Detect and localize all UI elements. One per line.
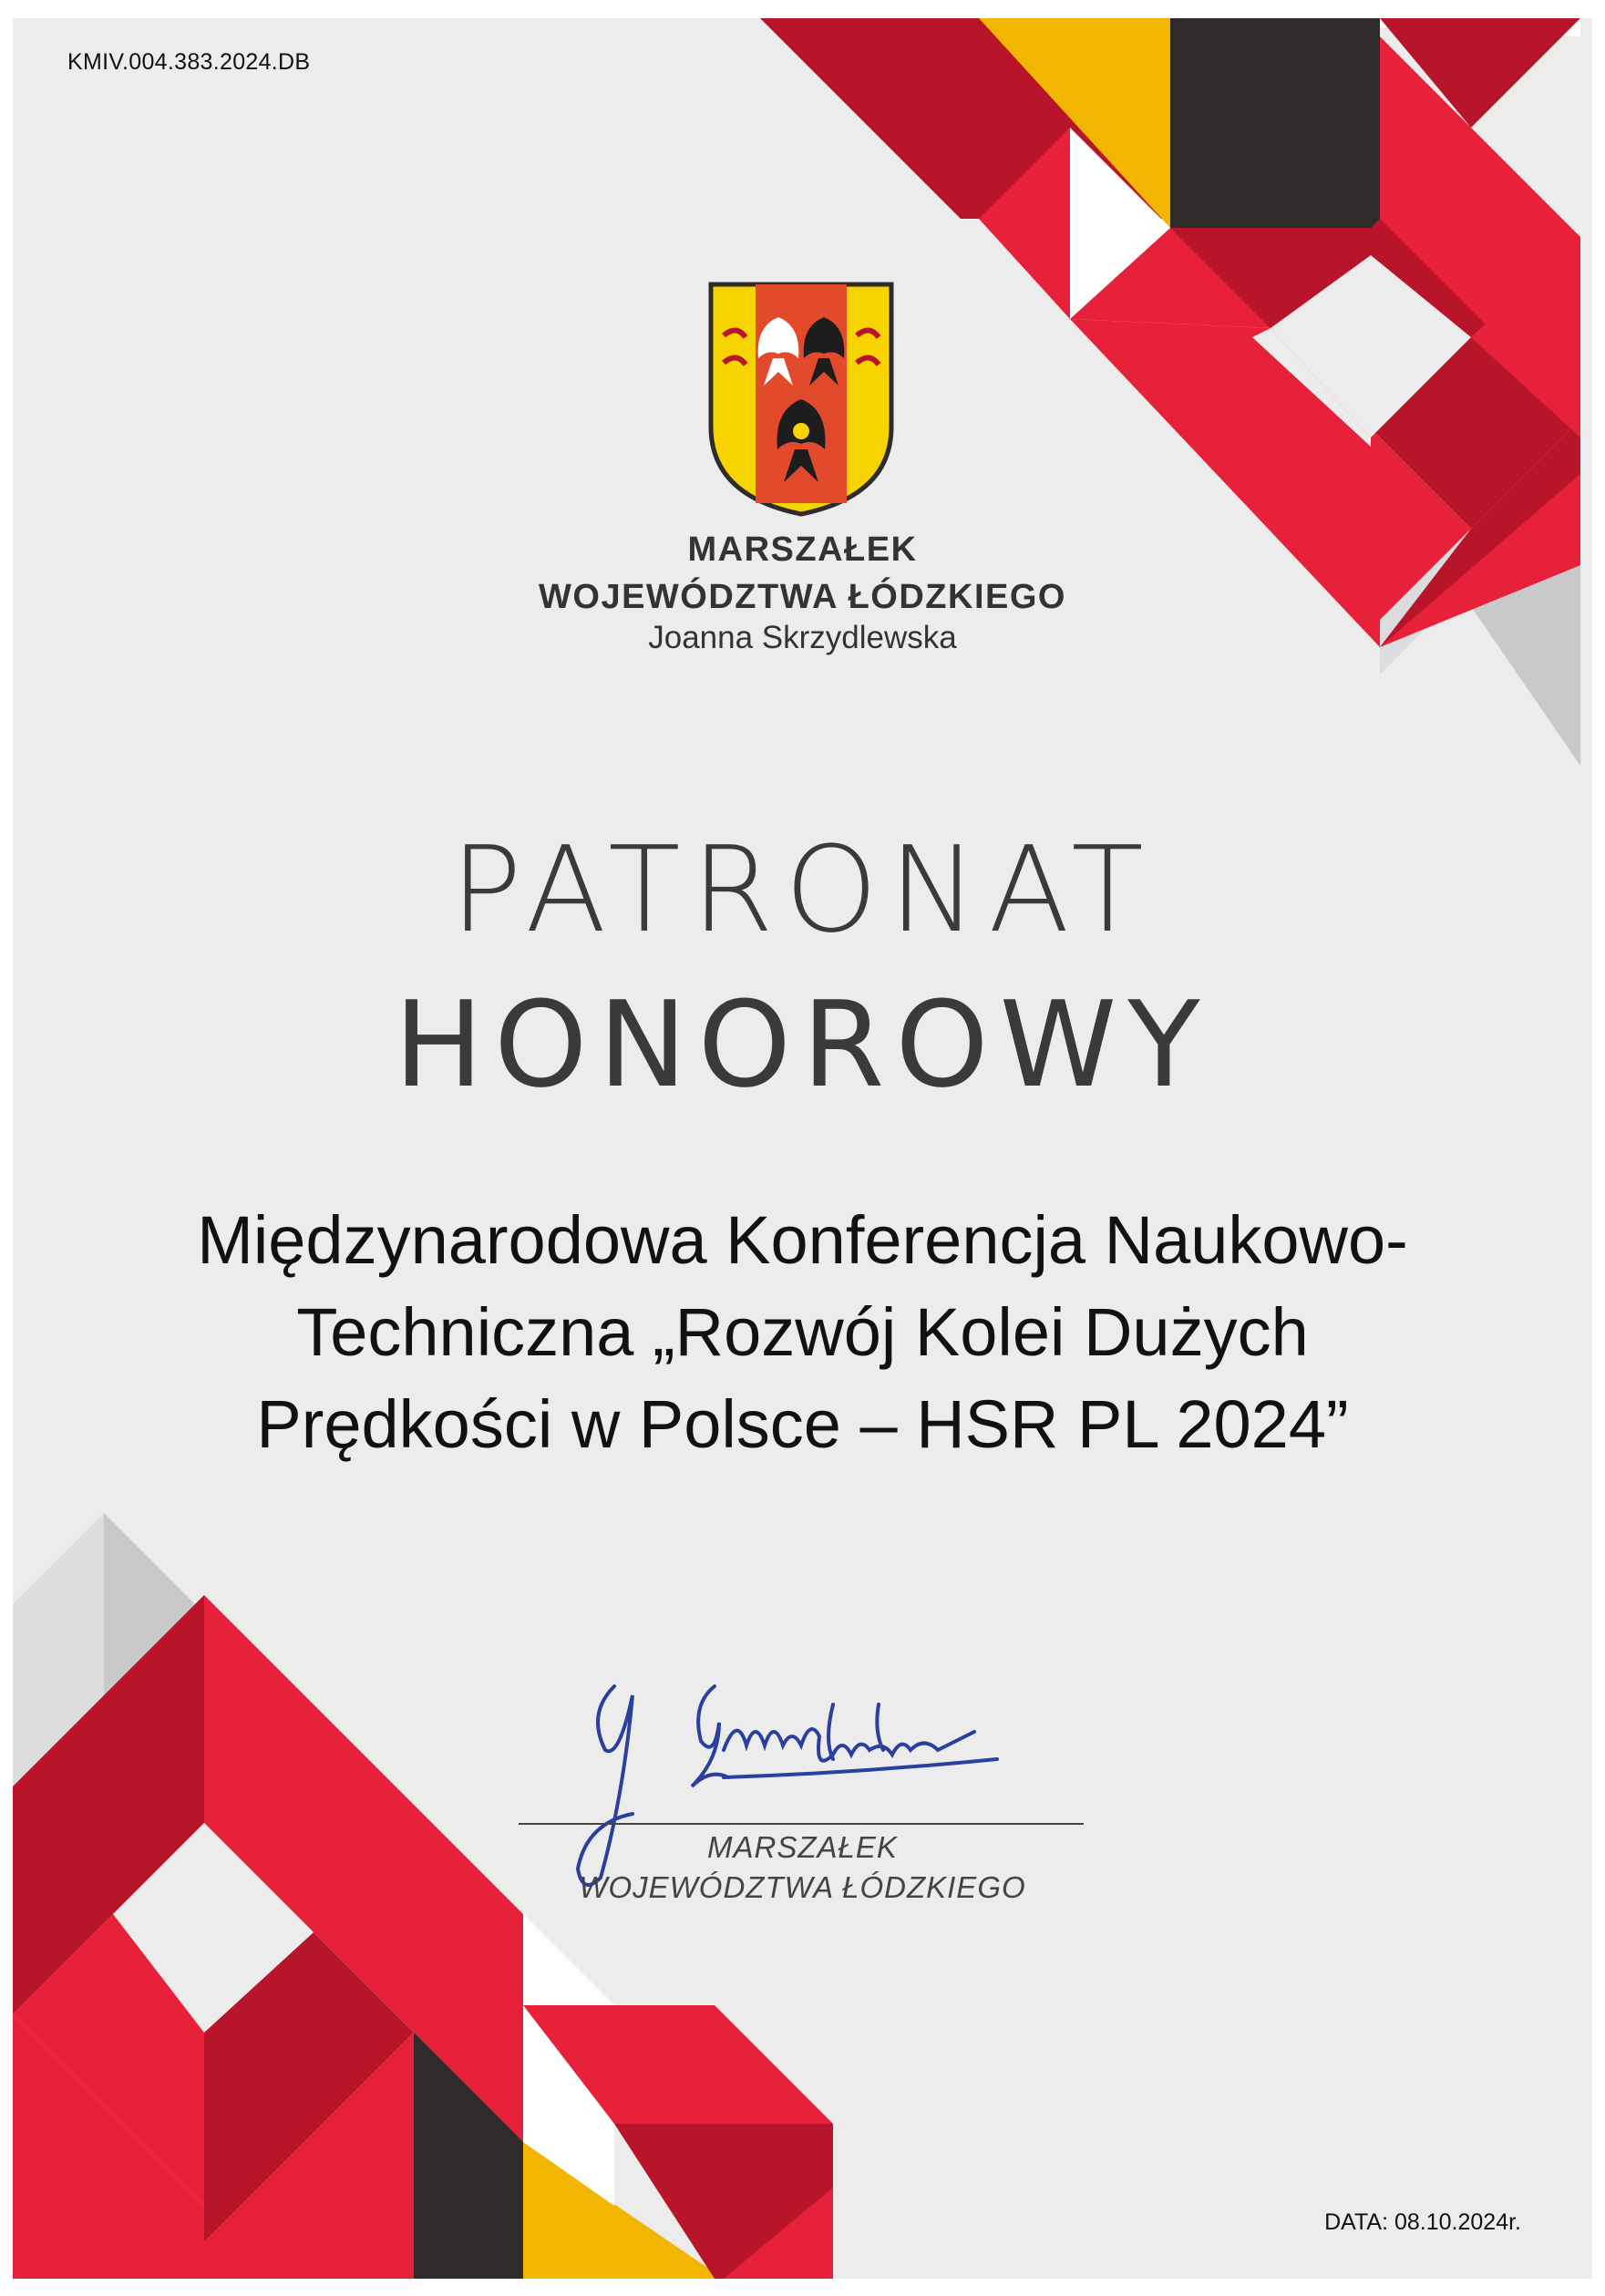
header-title-line2: WOJEWÓDZTWA ŁÓDZKIEGO [539, 578, 1066, 616]
signature-caption-line1: MARSZAŁEK [707, 1830, 898, 1864]
signer-name: Joanna Skrzydlewska [648, 620, 957, 655]
document-date: DATA: 08.10.2024r. [1324, 2209, 1521, 2235]
document-reference: KMIV.004.383.2024.DB [67, 49, 311, 75]
event-name-line3: Prędkości w Polsce – HSR PL 2024” [256, 1386, 1349, 1462]
certificate-page [13, 18, 1592, 2279]
coat-of-arms-emblem [705, 281, 897, 518]
patronage-title-line1: PATRONAT [450, 820, 1155, 959]
header-title-line1: MARSZAŁEK [687, 530, 918, 569]
event-name-line1: Międzynarodowa Konferencja Naukowo- [197, 1202, 1408, 1278]
event-name [67, 1194, 1538, 1470]
patronage-title-line2: HONOROWY [394, 975, 1211, 1114]
signature-caption-line2: WOJEWÓDZTWA ŁÓDZKIEGO [579, 1870, 1026, 1904]
event-name-line2: Techniczna „Rozwój Kolei Dużych [296, 1294, 1309, 1370]
signature-line [519, 1823, 1084, 1825]
